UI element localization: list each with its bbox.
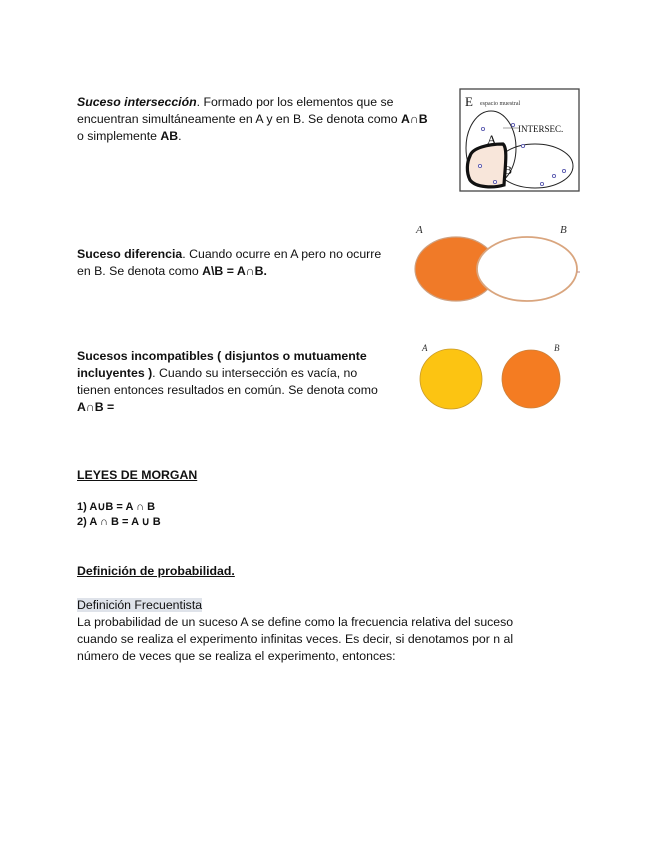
interseccion-text-2: encuentran simultáneamente en A y en B. Se denota como — [77, 112, 402, 126]
sample-point — [478, 164, 481, 167]
interseccion-text-1: . Formado por los elementos que se — [196, 95, 394, 109]
incomp-set-b-circle — [502, 350, 560, 408]
incompatibles-line-1 — [77, 348, 407, 365]
incompatibles-line-3 — [77, 382, 407, 399]
interseccion-notation-short: AB — [160, 129, 179, 143]
morgan-laws — [77, 500, 161, 530]
sample-point — [493, 180, 496, 183]
set-a-label: A — [487, 132, 497, 147]
incompatibles-text-1: . Cuando su intersección es vacía, no — [152, 366, 358, 380]
probabilidad-section — [77, 597, 547, 665]
incompatibles-line-2 — [77, 365, 407, 382]
interseccion-notation: A∩B — [401, 112, 428, 126]
diferencia-paragraph — [77, 246, 407, 280]
sample-point — [552, 174, 555, 177]
interseccion-line-2 — [77, 111, 447, 128]
sample-space-caption: espacio muestral — [480, 101, 521, 107]
frecuentista-subheading: Definición Frecuentista — [77, 598, 203, 612]
incompatibles-line-4 — [77, 399, 407, 416]
incomp-set-a-circle — [420, 349, 482, 409]
morgan-heading: LEYES DE MORGAN — [77, 468, 198, 482]
incompatibles-text-2: tienen entonces resultados en común. Se denota como — [77, 383, 378, 397]
interseccion-term: Suceso intersección — [77, 95, 197, 109]
sample-point — [540, 182, 543, 185]
diff-set-a-label: A — [416, 224, 423, 236]
incomp-set-b-label: B — [554, 343, 560, 353]
interseccion-line-3 — [77, 128, 447, 145]
diferencia-text-1: . Cuando ocurre en A pero no ocurre — [182, 247, 382, 261]
sample-point — [521, 144, 524, 147]
intersection-label: INTERSEC. — [518, 124, 564, 134]
diferencia-line-1 — [77, 246, 407, 263]
diferencia-notation: A\B = A∩B. — [202, 264, 267, 278]
sample-point — [481, 127, 484, 130]
diferencia-venn-diagram — [410, 218, 585, 306]
interseccion-text-3: o simplemente — [77, 129, 161, 143]
incompatibles-notation: A∩B = — [77, 400, 115, 414]
incompatibles-venn-diagram — [415, 340, 575, 414]
probabilidad-line-3: número de veces que se realiza el experimento, entonces: — [77, 649, 396, 663]
morgan-law-1: 1) A∪B = A ∩ B — [77, 501, 156, 513]
interseccion-text-4: . — [178, 129, 182, 143]
set-b-label: B — [504, 163, 513, 177]
morgan-law-2: 2) A ∩ B = A ∪ B — [77, 516, 161, 528]
incomp-set-a-label: A — [422, 343, 428, 353]
interseccion-line-1 — [77, 94, 447, 111]
diferencia-term: Suceso diferencia — [77, 247, 183, 261]
sample-point — [511, 123, 514, 126]
interseccion-paragraph — [77, 94, 447, 145]
incompatibles-term-1: Sucesos incompatibles ( disjuntos o mutuamente — [77, 349, 367, 363]
diferencia-line-2 — [77, 263, 407, 280]
incompatibles-paragraph — [77, 348, 407, 416]
probabilidad-line-1: La probabilidad de un suceso A se define como la frecuencia relativa del suceso — [77, 615, 514, 629]
sample-point — [562, 169, 565, 172]
probabilidad-heading: Definición de probabilidad. — [77, 564, 235, 578]
frecuentista-subheading-row — [77, 597, 547, 614]
incompatibles-term-2: incluyentes ) — [77, 366, 153, 380]
diff-set-b-ellipse — [477, 237, 577, 301]
sample-space-E-label: E — [465, 94, 473, 109]
diferencia-text-2: en B. Se denota como — [77, 264, 203, 278]
diff-set-b-label: B — [560, 224, 567, 236]
intersection-region — [467, 144, 505, 187]
probabilidad-line-2: cuando se realiza el experimento infinitas veces. Es decir, si denotamos por n al — [77, 632, 514, 646]
interseccion-venn-diagram — [458, 88, 582, 194]
